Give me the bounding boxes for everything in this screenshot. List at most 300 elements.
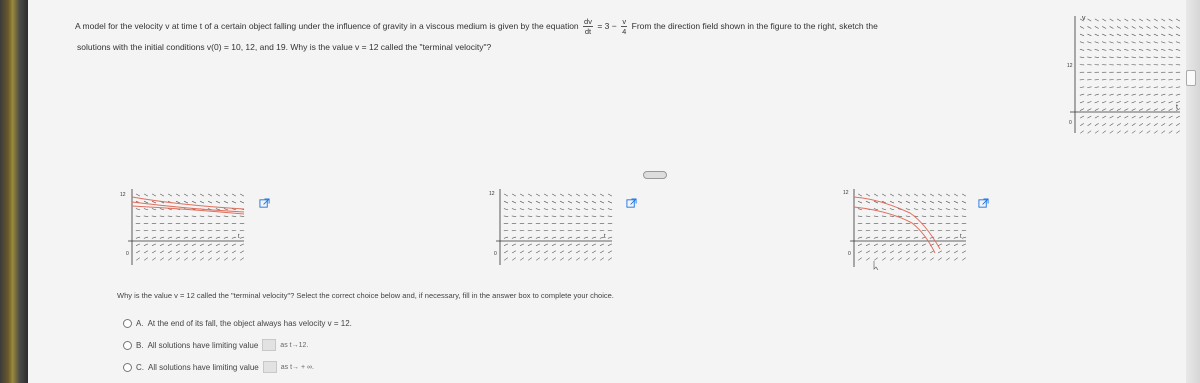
slope-segment	[176, 258, 180, 261]
slope-segment	[584, 209, 588, 210]
slope-segment	[1124, 34, 1128, 36]
slope-segment	[608, 201, 612, 203]
slope-segment	[512, 244, 516, 246]
slope-segment	[520, 194, 524, 196]
slope-segment	[930, 230, 934, 231]
slope-segment	[1169, 109, 1173, 111]
slope-segment	[1139, 26, 1143, 28]
slope-segment	[1146, 34, 1150, 36]
slope-segment	[1146, 57, 1150, 58]
slope-segment	[552, 251, 556, 253]
slope-segment	[954, 244, 958, 246]
slope-segment	[600, 216, 604, 217]
option-graph-3[interactable]	[840, 185, 972, 270]
slope-segment	[1087, 42, 1091, 43]
slope-segment	[1139, 94, 1143, 95]
slope-segment	[898, 194, 902, 196]
slope-segment	[1124, 116, 1128, 118]
t-axis-label: t	[604, 234, 606, 240]
origin-label: 0	[126, 251, 129, 257]
right-scroll-area	[1186, 0, 1200, 383]
slope-segment	[866, 216, 870, 217]
slope-segment	[938, 201, 942, 203]
slope-segment	[938, 194, 942, 196]
slope-segment	[1146, 49, 1150, 50]
slope-segment	[544, 194, 548, 196]
slope-segment	[962, 237, 966, 238]
slope-segment	[930, 258, 934, 261]
slope-segment	[512, 251, 516, 253]
slope-segment	[922, 251, 926, 253]
slope-segment	[946, 237, 950, 238]
slope-segment	[1169, 26, 1173, 28]
slope-segment	[1102, 34, 1106, 36]
slope-segment	[600, 251, 604, 253]
slope-segment	[1176, 87, 1180, 88]
slope-segment	[1169, 116, 1173, 118]
slope-segment	[504, 237, 508, 238]
slope-segment	[1124, 26, 1128, 28]
slope-segment	[1169, 101, 1173, 103]
slope-segment	[160, 230, 164, 231]
slope-segment	[232, 244, 236, 246]
slope-segment	[1095, 87, 1099, 88]
slope-segment	[520, 230, 524, 231]
slope-segment	[1095, 42, 1099, 43]
slope-segment	[576, 237, 580, 238]
slope-segment	[1154, 26, 1158, 28]
slope-segment	[208, 251, 212, 253]
slope-segment	[1132, 49, 1136, 50]
slope-segment	[504, 244, 508, 246]
slope-segment	[1176, 94, 1180, 95]
slope-segment	[1124, 109, 1128, 111]
slope-segment	[200, 194, 204, 196]
slope-segment	[560, 209, 564, 210]
external-link-icon[interactable]	[259, 198, 270, 209]
slope-segment	[890, 201, 894, 203]
slope-segment	[600, 230, 604, 231]
slope-segment	[1176, 101, 1180, 103]
slope-segment	[1102, 19, 1106, 21]
slope-segment	[914, 251, 918, 253]
slope-segment	[1154, 49, 1158, 50]
slope-segment	[1095, 26, 1099, 28]
slope-segment	[1102, 116, 1106, 118]
slope-segment	[576, 194, 580, 196]
slope-segment	[560, 237, 564, 238]
v-axis-label: v	[1082, 15, 1086, 22]
choice-b[interactable]	[123, 339, 308, 351]
slope-segment	[938, 258, 942, 261]
slope-segment	[576, 258, 580, 261]
slope-segment	[216, 201, 220, 203]
slope-segment	[1080, 109, 1084, 111]
slope-segment	[1109, 49, 1113, 50]
slope-segment	[1087, 116, 1091, 118]
slope-segment	[1154, 42, 1158, 43]
slope-segment	[1117, 123, 1121, 125]
slope-segment	[216, 258, 220, 261]
slope-segment	[1154, 116, 1158, 118]
slope-segment	[544, 201, 548, 203]
slope-segment	[160, 258, 164, 261]
slope-segment	[1132, 26, 1136, 28]
slope-segment	[1168, 57, 1172, 58]
slope-segment	[858, 201, 862, 203]
answer-input-box[interactable]	[262, 339, 276, 351]
slope-segment	[224, 209, 228, 210]
origin-label: 0	[494, 251, 497, 257]
slope-segment	[874, 194, 878, 196]
slope-segment	[160, 194, 164, 196]
slope-segment	[136, 244, 140, 246]
radio-button[interactable]	[123, 363, 132, 372]
choice-letter: B.	[136, 340, 144, 350]
slope-segment	[568, 209, 572, 210]
slope-segment	[1139, 123, 1143, 125]
slope-segment	[232, 201, 236, 203]
slope-segment	[938, 230, 942, 231]
slope-segment	[200, 216, 204, 217]
slope-segment	[168, 237, 172, 238]
slope-segment	[946, 201, 950, 203]
slope-segment	[184, 201, 188, 203]
slope-segment	[1087, 57, 1091, 58]
solution-curve	[132, 206, 244, 214]
slope-segment	[962, 216, 966, 217]
slope-segment	[874, 251, 878, 253]
question-line-2: solutions with the initial conditions v(0) = 10, 12, and 19. Why is the value v = 12 called the "terminal velocity"?	[77, 42, 492, 52]
slope-segment	[536, 237, 540, 238]
radio-button[interactable]	[123, 341, 132, 350]
slope-segment	[552, 194, 556, 196]
slope-segment	[136, 209, 140, 210]
choice-a[interactable]	[123, 319, 352, 328]
slope-segment	[568, 251, 572, 253]
slope-segment	[568, 194, 572, 196]
slope-segment	[1080, 123, 1084, 125]
slope-segment	[866, 244, 870, 246]
slope-segment	[592, 194, 596, 196]
slope-segment	[136, 251, 140, 253]
slope-segment	[1080, 49, 1084, 50]
slope-segment	[1110, 19, 1114, 21]
slope-segment	[882, 251, 886, 253]
slope-segment	[1109, 101, 1113, 103]
slope-segment	[504, 209, 508, 210]
slope-segment	[232, 251, 236, 253]
slope-segment	[504, 216, 508, 217]
slope-segment	[930, 251, 934, 253]
slope-segment	[906, 258, 910, 261]
slope-segment	[584, 194, 588, 196]
slope-segment	[1176, 57, 1180, 58]
slope-segment	[858, 209, 862, 210]
slope-segment	[184, 258, 188, 261]
slope-segment	[520, 216, 524, 217]
slope-segment	[528, 244, 532, 246]
slope-segment	[152, 216, 156, 217]
slope-segment	[576, 201, 580, 203]
question-text-before: A model for the velocity v at time t of a certain object falling under the influence of gravity in a viscous medium is given by the equation	[75, 20, 579, 31]
slope-segment	[1095, 34, 1099, 36]
slope-segment	[1176, 131, 1180, 134]
graph-handle[interactable]	[643, 171, 667, 179]
slope-segment	[504, 201, 508, 203]
slope-segment	[544, 244, 548, 246]
slope-segment	[930, 194, 934, 196]
slope-segment	[144, 201, 148, 203]
right-edge-handle-icon[interactable]	[1186, 70, 1196, 86]
slope-segment	[560, 251, 564, 253]
slope-segment	[528, 251, 532, 253]
slope-segment	[1147, 131, 1151, 134]
direction-field-segments	[858, 194, 966, 260]
slope-segment	[504, 251, 508, 253]
slope-segment	[866, 237, 870, 238]
slope-segment	[192, 230, 196, 231]
slope-segment	[1139, 42, 1143, 43]
slope-segment	[1109, 94, 1113, 95]
slope-segment	[136, 194, 140, 196]
slope-segment	[1161, 34, 1165, 36]
external-link-icon[interactable]	[626, 198, 637, 209]
slope-segment	[584, 237, 588, 238]
slope-segment	[1088, 19, 1092, 21]
slope-segment	[528, 194, 532, 196]
choice-letter: A.	[136, 319, 144, 328]
slope-segment	[1161, 116, 1165, 118]
slope-segment	[1095, 131, 1099, 134]
slope-segment	[1117, 49, 1121, 50]
slope-segment	[240, 258, 244, 261]
slope-segment	[1117, 19, 1121, 21]
slope-segment	[584, 230, 588, 231]
slope-segment	[568, 216, 572, 217]
choice-suffix: as t→ + ∞.	[280, 363, 314, 371]
slope-segment	[240, 201, 244, 203]
slope-segment	[898, 237, 902, 238]
slope-segment	[1132, 131, 1136, 134]
slope-segment	[592, 209, 596, 210]
slope-segment	[946, 216, 950, 217]
choice-c[interactable]	[123, 361, 314, 373]
slope-segment	[608, 209, 612, 210]
slope-segment	[544, 251, 548, 253]
slope-segment	[1125, 131, 1129, 134]
slope-segment	[592, 251, 596, 253]
slope-segment	[224, 251, 228, 253]
slope-segment	[1154, 94, 1158, 95]
slope-segment	[1154, 101, 1158, 103]
slope-segment	[1124, 42, 1128, 43]
slope-segment	[152, 258, 156, 261]
radio-button[interactable]	[123, 319, 132, 328]
slope-segment	[858, 230, 862, 231]
slope-segment	[552, 201, 556, 203]
slope-segment	[858, 251, 862, 253]
slope-segment	[208, 216, 212, 217]
slope-segment	[1124, 49, 1128, 50]
slope-segment	[906, 209, 910, 210]
slope-segment	[1080, 131, 1084, 134]
slope-segment	[898, 244, 902, 246]
slope-segment	[1095, 49, 1099, 50]
slope-segment	[560, 194, 564, 196]
slope-segment	[232, 216, 236, 217]
dv-dt-fraction	[583, 17, 593, 36]
slope-segment	[890, 251, 894, 253]
slope-segment	[168, 216, 172, 217]
slope-segment	[1102, 109, 1106, 111]
slope-segment	[906, 251, 910, 253]
slope-segment	[592, 216, 596, 217]
slope-segment	[874, 216, 878, 217]
slope-segment	[906, 237, 910, 238]
slope-segment	[584, 201, 588, 203]
slope-segment	[600, 209, 604, 210]
slope-segment	[176, 201, 180, 203]
slope-segment	[200, 201, 204, 203]
slope-segment	[882, 237, 886, 238]
slope-segment	[1139, 87, 1143, 88]
slope-segment	[1110, 109, 1114, 111]
option-graph-2[interactable]	[486, 185, 616, 265]
slope-segment	[192, 194, 196, 196]
answer-prompt: Why is the value v = 12 called the "terminal velocity"? Select the correct choice below and, if necessary, fill in the answer box to complete your choice.	[117, 291, 614, 300]
slope-segment	[184, 230, 188, 231]
slope-segment	[504, 258, 508, 261]
slope-segment	[208, 201, 212, 203]
slope-segment	[512, 209, 516, 210]
slope-segment	[160, 237, 164, 238]
slope-segment	[1154, 34, 1158, 36]
slope-segment	[1124, 87, 1128, 88]
slope-segment	[240, 237, 244, 238]
slope-segment	[144, 258, 148, 261]
slope-segment	[890, 209, 894, 210]
choice-letter: C.	[136, 362, 144, 372]
slope-segment	[512, 230, 516, 231]
slope-segment	[914, 201, 918, 203]
slope-segment	[890, 194, 894, 196]
slope-segment	[1124, 123, 1128, 125]
slope-segment	[1169, 123, 1173, 125]
slope-segment	[208, 258, 212, 261]
slope-segment	[962, 230, 966, 231]
slope-segment	[1117, 42, 1121, 43]
external-link-icon[interactable]	[978, 198, 989, 209]
slope-segment	[208, 194, 212, 196]
slope-segment	[544, 216, 548, 217]
slope-segment	[144, 251, 148, 253]
slope-segment	[584, 216, 588, 217]
slope-segment	[890, 244, 894, 246]
slope-segment	[938, 244, 942, 246]
slope-segment	[1110, 34, 1114, 36]
slope-segment	[962, 244, 966, 246]
slope-segment	[962, 194, 966, 196]
answer-input-box[interactable]	[263, 361, 277, 373]
slope-segment	[914, 209, 918, 210]
slope-segment	[216, 244, 220, 246]
slope-segment	[1161, 57, 1165, 58]
slope-segment	[906, 194, 910, 196]
slope-segment	[224, 194, 228, 196]
slope-segment	[914, 194, 918, 196]
slope-segment	[136, 237, 140, 238]
slope-segment	[1087, 109, 1091, 111]
slope-segment	[922, 230, 926, 231]
question-text-after: From the direction field shown in the figure to the right, sketch the	[631, 20, 878, 31]
slope-segment	[608, 230, 612, 231]
slope-segment	[954, 201, 958, 203]
slope-segment	[1080, 101, 1084, 103]
slope-segment	[1102, 101, 1106, 103]
slope-segment	[1102, 87, 1106, 88]
slope-segment	[224, 230, 228, 231]
slope-segment	[1154, 109, 1158, 111]
slope-segment	[866, 251, 870, 253]
slope-segment	[168, 244, 172, 246]
slope-segment	[1080, 94, 1084, 95]
slope-segment	[930, 209, 934, 210]
choice-text: At the end of its fall, the object always has velocity v = 12.	[147, 319, 352, 328]
slope-segment	[1087, 34, 1091, 36]
slope-segment	[898, 258, 902, 261]
slope-segment	[200, 244, 204, 246]
slope-segment	[136, 258, 140, 261]
slope-segment	[152, 237, 156, 238]
slope-segment	[152, 244, 156, 246]
slope-segment	[512, 216, 516, 217]
slope-segment	[184, 237, 188, 238]
slope-segment	[1161, 123, 1165, 125]
slope-segment	[1109, 87, 1113, 88]
slope-segment	[1117, 109, 1121, 111]
slope-segment	[866, 230, 870, 231]
slope-segment	[192, 244, 196, 246]
slope-segment	[216, 194, 220, 196]
slope-segment	[216, 237, 220, 238]
slope-segment	[1169, 42, 1173, 43]
slope-segment	[1102, 131, 1106, 134]
slope-segment	[576, 230, 580, 231]
slope-segment	[568, 230, 572, 231]
slope-segment	[544, 209, 548, 210]
slope-segment	[922, 258, 926, 261]
slope-segment	[520, 237, 524, 238]
choice-suffix: as t→12.	[280, 341, 309, 349]
slope-segment	[874, 237, 878, 238]
slope-segment	[954, 216, 958, 217]
mouse-cursor-icon	[874, 261, 878, 270]
slope-segment	[1080, 87, 1084, 88]
slope-segment	[1110, 123, 1114, 125]
slope-segment	[560, 216, 564, 217]
slope-segment	[1154, 131, 1158, 134]
slope-segment	[152, 201, 156, 203]
slope-segment	[600, 258, 604, 261]
slope-segment	[160, 244, 164, 246]
slope-segment	[1168, 87, 1172, 88]
slope-segment	[144, 237, 148, 238]
slope-segment	[1161, 49, 1165, 50]
option-graph-1[interactable]	[118, 185, 248, 265]
slope-segment	[922, 209, 926, 210]
slope-segment	[890, 237, 894, 238]
